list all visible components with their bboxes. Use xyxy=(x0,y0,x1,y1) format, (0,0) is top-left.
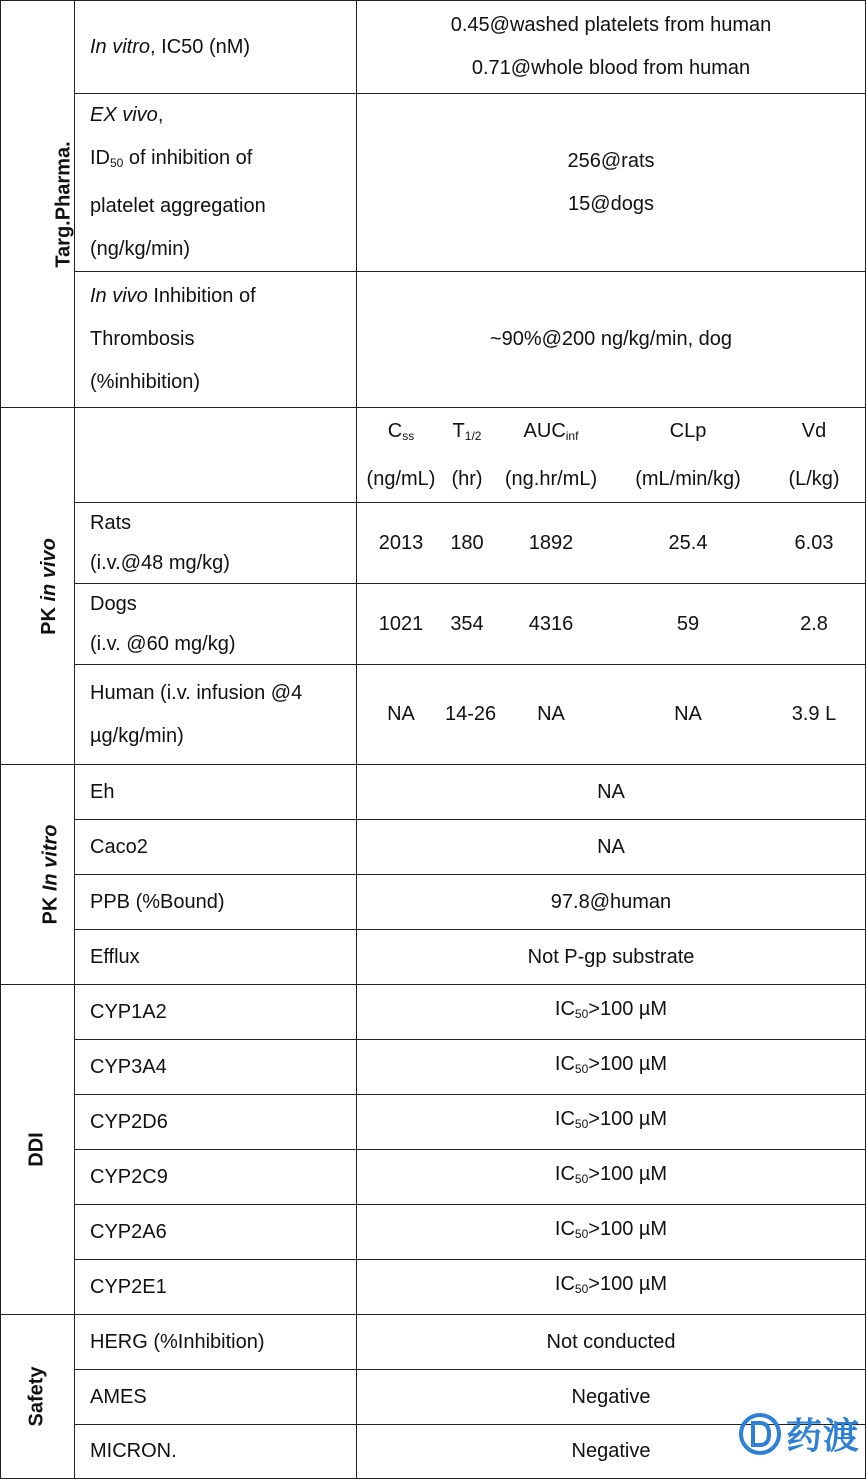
label-italic: EX vivo xyxy=(90,104,158,126)
table-row xyxy=(1,1370,866,1425)
row-value: NA xyxy=(357,765,866,820)
row-label: CYP1A2 xyxy=(75,985,357,1040)
row-value: Not P-gp substrate xyxy=(357,930,866,985)
label-text: of inhibition of xyxy=(123,147,253,169)
label-italic: In vivo xyxy=(90,285,148,307)
row-label: CYP2C9 xyxy=(75,1150,357,1205)
row-value: $IC_{50}>100$ µM xyxy=(357,985,866,1040)
label-subscript: 50 xyxy=(110,156,124,170)
section-label: PK In vitro xyxy=(39,824,62,925)
logo-mark-icon xyxy=(738,1412,782,1456)
row-label: Human (i.v. infusion @4 µg/kg/min) xyxy=(75,665,357,765)
cell-t-half: 354 xyxy=(450,612,484,635)
label-text: Thrombosis xyxy=(90,328,195,350)
table-row xyxy=(1,1150,866,1205)
cell-clp: NA xyxy=(674,703,702,725)
row-values xyxy=(357,665,866,765)
row-value xyxy=(357,1,866,94)
row-label xyxy=(75,1,357,94)
watermark-logo xyxy=(738,1408,860,1459)
logo-text: 药渡 xyxy=(785,1415,860,1456)
cell-clp: 59 xyxy=(676,612,700,635)
label-text: (%inhibition) xyxy=(90,371,201,393)
table-row xyxy=(1,765,866,820)
cell-clp: 25.4 xyxy=(668,531,708,554)
row-label: CYP3A4 xyxy=(75,1040,357,1095)
col-unit: (hr) xyxy=(451,467,483,490)
row-value: Negative xyxy=(357,1425,866,1479)
row-label: MICRON. xyxy=(75,1425,357,1479)
table-row xyxy=(1,985,866,1040)
row-value: Not conducted xyxy=(357,1315,866,1370)
value-line: 0.71@whole blood from human xyxy=(471,57,751,79)
row-label: Rats (i.v.@48 mg/kg) xyxy=(75,503,357,584)
row-label: CYP2D6 xyxy=(75,1095,357,1150)
row-label: CYP2A6 xyxy=(75,1205,357,1260)
row-label xyxy=(75,408,357,503)
table-row xyxy=(1,1040,866,1095)
table-row xyxy=(1,94,866,272)
row-value: $IC_{50}>100$ µM xyxy=(357,1260,866,1315)
row-values xyxy=(357,584,866,665)
table-row xyxy=(1,584,866,665)
cell-vd: 6.03 xyxy=(794,531,834,554)
row-label: Caco2 xyxy=(75,820,357,875)
col-header: $T_{1/2}$ xyxy=(452,419,482,443)
row-label: AMES xyxy=(75,1370,357,1425)
table-row xyxy=(1,272,866,408)
cell-auc: 4316 xyxy=(528,612,574,635)
pk-header xyxy=(357,408,866,503)
table-row xyxy=(1,1095,866,1150)
section-targ-pharma xyxy=(1,1,75,408)
row-label: HERG (%Inhibition) xyxy=(75,1315,357,1370)
row-value: ~90%@200 ng/kg/min, dog xyxy=(357,272,866,408)
section-ddi xyxy=(1,985,75,1315)
section-pk-in-vivo xyxy=(1,408,75,765)
section-label: Safety xyxy=(26,1366,48,1427)
section-pk-in-vitro xyxy=(1,765,75,985)
section-safety xyxy=(1,1315,75,1479)
table-row xyxy=(1,1205,866,1260)
row-label: Eh xyxy=(75,765,357,820)
cell-t-half: 180 xyxy=(450,531,484,554)
row-value: $IC_{50}>100$ µM xyxy=(357,1205,866,1260)
row-label: Dogs (i.v. @60 mg/kg) xyxy=(75,584,357,665)
value-line: 0.45@washed platelets from human xyxy=(450,14,772,36)
col-unit: (mL/min/kg) xyxy=(635,467,741,490)
col-header: CLp xyxy=(669,419,707,442)
table-row xyxy=(1,1,866,94)
table-row xyxy=(1,408,866,503)
table-row xyxy=(1,930,866,985)
table-row xyxy=(1,665,866,765)
cell-css: 2013 xyxy=(378,531,424,554)
cell-t-half: 14-26 xyxy=(445,703,497,725)
col-unit: (ng/mL) xyxy=(366,467,436,490)
row-value: Negative xyxy=(357,1370,866,1425)
cell-vd: 2.8 xyxy=(800,612,828,635)
cell-css: NA xyxy=(387,703,415,725)
cell-auc: 1892 xyxy=(528,531,574,554)
cell-auc: NA xyxy=(537,703,565,725)
table-row xyxy=(1,1260,866,1315)
cell-vd: 3.9 L xyxy=(791,703,837,725)
row-value xyxy=(357,94,866,272)
table-row xyxy=(1,1315,866,1370)
col-header: $C_{ss}$ xyxy=(387,419,415,443)
col-header: $AUC_{inf}$ xyxy=(523,419,579,443)
value-line: 256@rats xyxy=(567,149,655,172)
section-label: DDI xyxy=(25,1132,48,1167)
col-unit: (ng.hr/mL) xyxy=(504,467,598,490)
label-text: Inhibition of xyxy=(147,285,256,307)
row-value: $IC_{50}>100$ µM xyxy=(357,1095,866,1150)
row-value: $IC_{50}>100$ µM xyxy=(357,1150,866,1205)
row-label: CYP2E1 xyxy=(75,1260,357,1315)
row-label: Efflux xyxy=(75,930,357,985)
value-line: 15@dogs xyxy=(568,192,654,215)
label-text: ID xyxy=(90,147,110,169)
label-text: , xyxy=(157,104,164,126)
label-text: platelet aggregation xyxy=(90,195,266,217)
label-text: , IC50 (nM) xyxy=(150,35,251,58)
row-values xyxy=(357,503,866,584)
col-header: Vd xyxy=(801,419,827,442)
row-value: NA xyxy=(357,820,866,875)
section-label: Targ.Pharma. xyxy=(52,140,75,268)
table-row xyxy=(1,820,866,875)
cell-css: 1021 xyxy=(378,612,424,635)
row-label xyxy=(75,94,357,272)
table-row xyxy=(1,503,866,584)
col-unit: (L/kg) xyxy=(788,467,840,490)
section-label: PK in vivo xyxy=(37,537,60,635)
label-text: (ng/kg/min) xyxy=(90,238,191,260)
table-row xyxy=(1,1425,866,1479)
table-row xyxy=(1,875,866,930)
row-label: PPB (%Bound) xyxy=(75,875,357,930)
row-value: 97.8@human xyxy=(357,875,866,930)
row-value: $IC_{50}>100$ µM xyxy=(357,1040,866,1095)
row-label xyxy=(75,272,357,408)
label-italic: In vitro xyxy=(90,35,151,58)
